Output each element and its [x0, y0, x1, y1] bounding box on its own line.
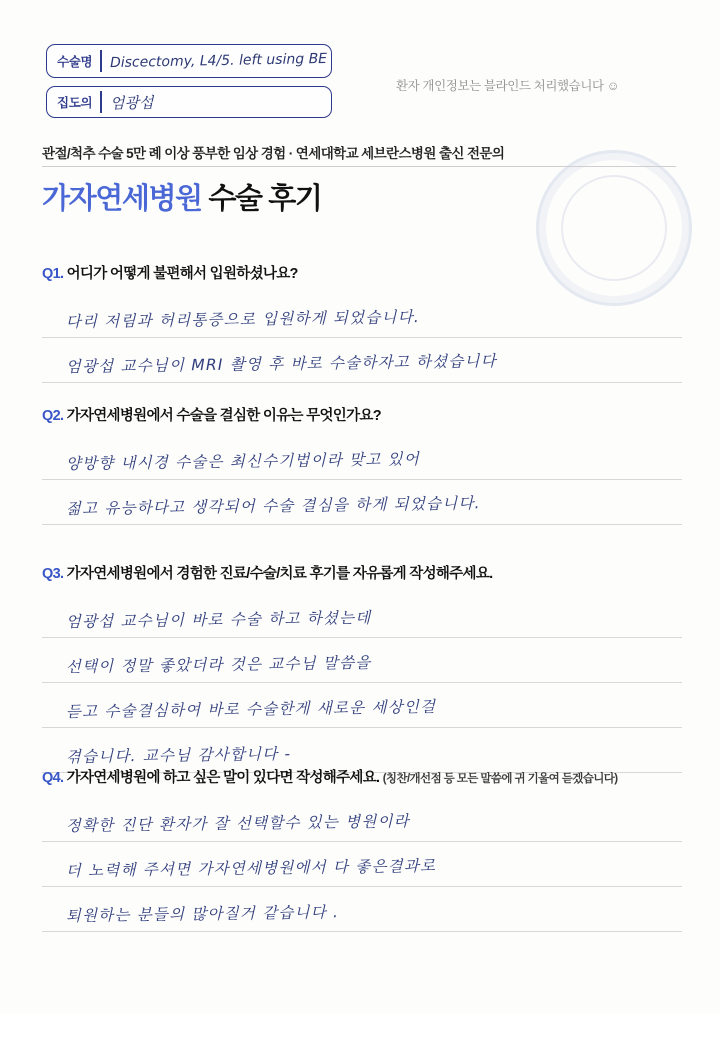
page-title-brand: 가자연세병원 — [42, 183, 202, 215]
answer-line — [42, 293, 682, 338]
operation-name-label: 수술명 — [57, 55, 93, 69]
answer-line — [42, 593, 682, 638]
answer-line — [42, 797, 682, 842]
question-2-heading — [42, 404, 682, 425]
answer-line — [42, 683, 682, 728]
question-3-text: 가자연세병원에서 경험한 진료/수술/치료 후기를 자유롭게 작성해주세요. — [66, 566, 493, 582]
answer-text: 양방향 내시경 수술은 최신수기법이라 맞고 있어 — [65, 450, 421, 474]
page-title — [42, 176, 321, 217]
question-block-3 — [42, 562, 682, 773]
answer-text: 겪습니다. 교수님 감사합니다 - — [65, 744, 292, 767]
answer-text: 다리 저림과 허리통증으로 입원하게 되었습니다. — [65, 308, 421, 332]
page-footer — [0, 1014, 720, 1040]
question-4-subtext: (칭찬/개선점 등 모든 말씀에 귀 기울여 듣겠습니다) — [382, 773, 618, 785]
page-title-rest: 수술 후기 — [208, 183, 322, 215]
question-1-text: 어디가 어떻게 불편해서 입원하셨나요? — [66, 266, 298, 282]
answer-line — [42, 842, 682, 887]
answer-text: 젊고 유능하다고 생각되어 수술 결심을 하게 되었습니다. — [65, 494, 481, 519]
privacy-blind-note: 환자 개인정보는 블라인드 처리했습니다 ☺ — [396, 79, 620, 93]
answer-line — [42, 638, 682, 683]
answer-lines-2 — [42, 435, 682, 525]
question-2-text: 가자연세병원에서 수술을 결심한 이유는 무엇인가요? — [66, 408, 381, 424]
answer-line — [42, 887, 682, 932]
field-divider — [100, 50, 101, 72]
answer-lines-1 — [42, 293, 682, 383]
answer-text: 더 노력해 주셔면 가자연세병원에서 다 좋은결과로 — [65, 856, 437, 881]
header-divider — [42, 166, 676, 167]
question-4-text: 가자연세병원에 하고 싶은 말이 있다면 작성해주세요. — [66, 770, 380, 786]
field-divider — [100, 91, 101, 113]
surgeon-label: 집도의 — [57, 96, 93, 110]
question-4-number: Q4. — [42, 770, 64, 786]
surgeon-value: 엄광섭 — [109, 92, 154, 113]
clinic-tagline: 관절/척추 수술 5만 례 이상 풍부한 임상 경험 · 연세대학교 세브란스병원 출신 전문의 — [42, 146, 505, 161]
operation-name-value: Discectomy, L4/5. left using BE — [109, 50, 327, 72]
question-block-4 — [42, 766, 682, 932]
question-3-number: Q3. — [42, 566, 64, 582]
question-2-number: Q2. — [42, 408, 64, 424]
answer-text: 퇴원하는 분들의 많아질거 같습니다 . — [65, 903, 340, 926]
answer-line — [42, 435, 682, 480]
answer-text: 듣고 수술결심하여 바로 수술한게 새로운 세상인걸 — [65, 697, 437, 722]
answer-line — [42, 480, 682, 525]
surgeon-field — [46, 86, 332, 118]
question-4-heading — [42, 766, 682, 787]
answer-line — [42, 338, 682, 383]
answer-text: 선택이 정말 좋았더라 것은 교수님 말씀을 — [65, 653, 372, 677]
question-3-heading — [42, 562, 682, 583]
answer-lines-4 — [42, 797, 682, 932]
question-1-heading — [42, 262, 682, 283]
answer-text: 엄광섭 교수님이 바로 수술 하고 하셨는데 — [65, 608, 372, 632]
answer-lines-3 — [42, 593, 682, 773]
answer-text: 정확한 진단 환자가 잘 선택할수 있는 병원이라 — [65, 812, 411, 836]
question-1-number: Q1. — [42, 266, 64, 282]
answer-text: 엄광섭 교수님이 MRI 촬영 후 바로 수술하자고 하셨습니다 — [65, 351, 497, 377]
question-block-1 — [42, 262, 682, 383]
question-block-2 — [42, 404, 682, 525]
operation-name-field — [46, 44, 332, 78]
